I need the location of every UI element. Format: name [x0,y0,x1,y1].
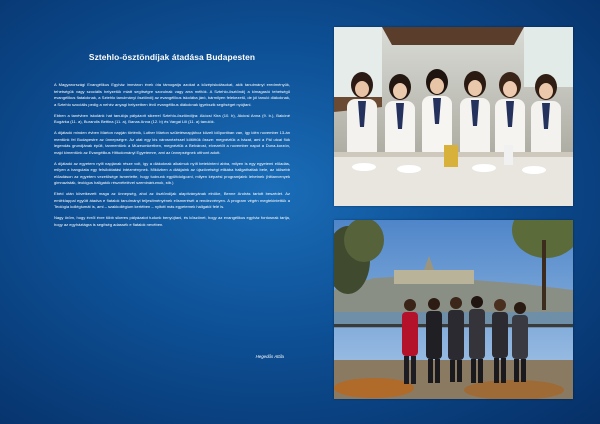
article-paragraph: Nagy öröm, hogy évről évre több sikeres pályázatot tudunk benyújtani, és köszönet, hogy az evangélikus egyház fontosnak tartja, hogy az egyháztágra is segítség adassék e fiatalok nevében. [54,215,290,227]
group-photo-image [334,220,573,399]
students-photo-image [334,27,573,206]
group-photo [334,220,573,399]
article-paragraph: Ebéd után következett maga az ünnepség, ahol az ösztöndíjak alapítványának elnöke, Benne András tartott beszédet. Az emléklappal együtt átadva e fiatalok tanulmányi teljesítményének elismerését a rendezvényen. A program végén megtekintettük a Teológia kollégiumát is, ami – szakkollégium kertében – nyitott más egyetemek hallgatói felé is. [54,191,290,210]
article-paragraph: A Magyarországi Evangélikus Egyház immáron évek óta támogatja azokat a középiskolásokat, akik tanulmányi eredményük, tehetségük vagy szociális helyzetük miatt segítségre szorulnak vagy arra méltók. A Sztehlo-ösztöndíj a kimagasló tehetségű evangélikus fiataloknak, a Sztehlo tanulmányi ösztöndíj az evangélikus iskolába járó, bármilyen felekezetű, de jól tanuló diákoknak, a Sztehlo szociális pedig a nehéz anyagi helyzetben lévő evangélikus diákoknak igyekszik segítséget nyújtani. [54,82,290,107]
article-author: Hegedűs Attila [255,354,284,359]
students-photo [334,27,573,206]
article-column [54,52,290,382]
article-paragraph: A díjátadó minden évben Márton napján történik, Luther Márton születésnapjához közeli időpontban van, így idén november 13-án mentünk fel Budapestre az ünnepségre. Az utat egy kis városnézéssel kötöttük össze: megnéztük a házat, ami a Pál utcai fiúk legendás grundjának épült, tanmentünk a Múzeumkertben, megnéztük a Belvárost, elvezetőt a november napot a Duna-korzón, majd kimentünk az Evangélikus Hittudományi Egyetemre, ami az ünnepségnek otthont adott. [54,130,290,155]
article-paragraph: A díjátadó az egyetem nyílt napjának része volt, így a diákoknak alkalmuk nyílt betekinteni abba, milyen is egy egyetemi előadás, milyen a hangulata egy felsőoktatási intézménynek. Miközben a diákjaink az újszövetségi etikába hallgathattak bele, az idősebb előadáson az egyetem vezetősége ismertette, hogy tudnunk együttdolgozni, milyen képzési programjaink lehetnek (hittanvenyek gimnazisták, teológus hallgatók részvételével szemináriumok, stb.) [54,160,290,186]
article-title: Sztehlo-ösztöndíjak átadása Budapesten [88,52,256,62]
article-paragraph: Ebben a tanévben iskolánk hat tanulója pályázott sikerrel Sztehlo-ösztöndíjra: Akócsi Kira (10. b), Akócsi Anna (9. b.), Bakóné Bugárka (11. a), Burandis Bettina (11. a), Banas Anna (12. b) és Vargai Lili (11. a) tanulók. [54,112,290,125]
